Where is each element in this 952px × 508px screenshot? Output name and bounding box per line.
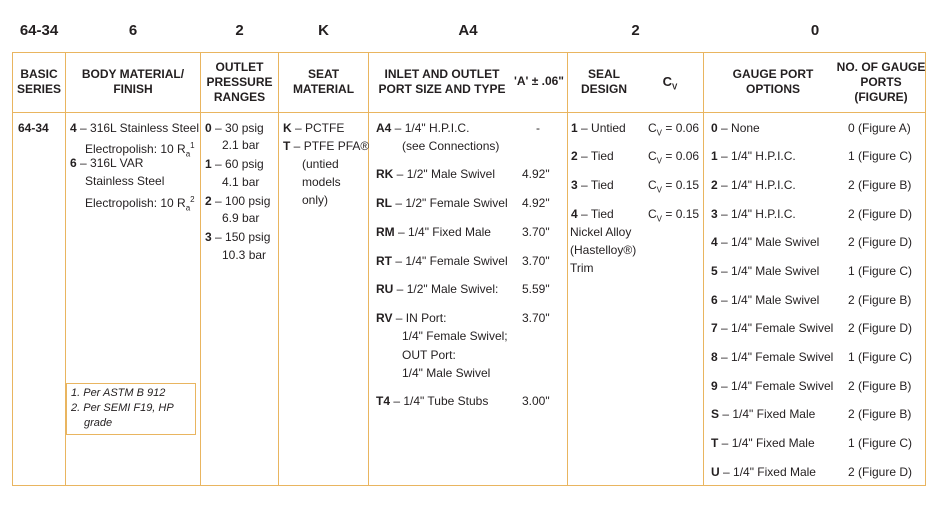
body-material-line: Stainless Steel: [85, 174, 165, 188]
option-code: 0: [205, 121, 212, 135]
pressure-bar: 2.1 bar: [222, 138, 260, 152]
header-inlet-outlet: [372, 67, 512, 97]
option-code: 2: [205, 194, 212, 208]
option-code: 1: [711, 149, 718, 163]
pressure-option: 0 – 30 psig: [205, 121, 264, 135]
option-code: 6: [70, 156, 77, 170]
gauge-figure: 1 (Figure C): [848, 149, 913, 163]
pressure-option: 1 – 60 psig: [205, 157, 264, 171]
option-code: 3: [571, 178, 578, 192]
option-code: 7: [711, 321, 718, 335]
option-code: RM: [376, 225, 395, 239]
cv-value: = 0.06: [665, 149, 700, 163]
cv-value: = 0.06: [665, 121, 700, 135]
seal-cv: [648, 121, 699, 140]
footnote-1: 1. Per ASTM B 912: [71, 387, 166, 399]
option-label: IN Port:: [405, 311, 447, 325]
option-label: 1/4" Tube Stubs: [403, 394, 489, 408]
gauge-figure: 2 (Figure B): [848, 379, 912, 393]
option-code: 1: [571, 121, 578, 135]
header-line: RANGES: [213, 90, 266, 104]
finish-text: Electropolish: 10 R: [85, 142, 186, 156]
code-seat-material: K: [318, 22, 329, 39]
col-divider: [368, 52, 369, 486]
port-option: RT – 1/4" Female Swivel: [376, 254, 508, 268]
header-line: NO. OF GAUGE: [836, 60, 926, 74]
gauge-option: 3 – 1/4" H.P.I.C.: [711, 207, 796, 221]
seat-note: (untied: [302, 157, 339, 171]
code-outlet-pressure: 2: [235, 22, 244, 39]
cv-value: = 0.15: [665, 207, 700, 221]
code-seal-design: 2: [631, 22, 640, 39]
cv-sub: V: [656, 128, 663, 138]
header-cv-sub: V: [672, 82, 678, 92]
pressure-option: 2 – 100 psig: [205, 194, 271, 208]
header-a-dimension: 'A' ± .06": [514, 74, 564, 88]
gauge-figure: 2 (Figure B): [848, 407, 912, 421]
option-code: T: [283, 139, 291, 153]
option-label: PTFE PFA®: [303, 139, 370, 153]
option-code: 3: [711, 207, 718, 221]
body-material-option: 6 – 316L VAR: [70, 156, 144, 170]
port-extra: OUT Port:: [402, 348, 456, 362]
gauge-figure: 2 (Figure D): [848, 321, 913, 335]
option-label: 1/2" Female Swivel: [405, 196, 508, 210]
psig: 60 psig: [225, 157, 264, 171]
option-label: 1/4" H.P.I.C.: [731, 149, 796, 163]
option-code: RV: [376, 311, 393, 325]
port-a-value: 3.70": [522, 254, 550, 268]
header-num-gauge-ports: [836, 60, 926, 105]
option-label: 1/4" Fixed Male: [408, 225, 491, 239]
option-code: 3: [205, 230, 212, 244]
seal-extra: Nickel Alloy: [570, 225, 632, 239]
option-label: 1/4" H.P.I.C.: [731, 207, 796, 221]
option-code: 9: [711, 379, 718, 393]
gauge-figure: 2 (Figure D): [848, 465, 913, 479]
header-line: INLET AND OUTLET: [384, 67, 500, 81]
option-code: U: [711, 465, 720, 479]
port-extra: (see Connections): [402, 139, 500, 153]
body-material-option: 4 – 316L Stainless Steel: [70, 121, 199, 135]
footnote-2-cont: grade: [84, 417, 113, 429]
port-a-value: -: [536, 121, 540, 135]
seat-option: T – PTFE PFA®: [283, 139, 370, 153]
option-code: RU: [376, 282, 394, 296]
option-code: 4: [70, 121, 77, 135]
gauge-figure: 1 (Figure C): [848, 264, 913, 278]
seat-option: K – PCTFE: [283, 121, 345, 135]
option-label: Tied: [590, 178, 614, 192]
option-code: 2: [711, 178, 718, 192]
gauge-option: 2 – 1/4" H.P.I.C.: [711, 178, 796, 192]
header-line: PORT SIZE AND TYPE: [378, 82, 506, 96]
gauge-option: T – 1/4" Fixed Male: [711, 436, 815, 450]
option-code: RL: [376, 196, 392, 210]
cv-sub: V: [656, 185, 663, 195]
option-code: T4: [376, 394, 391, 408]
gauge-option: 9 – 1/4" Female Swivel: [711, 379, 834, 393]
port-option: A4 – 1/4" H.P.I.C.: [376, 121, 470, 135]
option-label: Tied: [590, 207, 614, 221]
option-label: PCTFE: [305, 121, 345, 135]
option-code: S: [711, 407, 720, 421]
option-label: 1/4" Fixed Male: [732, 407, 816, 421]
seal-option: 3 – Tied: [571, 178, 614, 192]
port-option: RM – 1/4" Fixed Male: [376, 225, 491, 239]
header-line: SEAL: [587, 67, 620, 81]
gauge-option: 1 – 1/4" H.P.I.C.: [711, 149, 796, 163]
option-label: 1/4" Male Swivel: [731, 264, 820, 278]
option-label: 1/4" Female Swivel: [731, 321, 834, 335]
option-label: 1/4" Male Swivel: [731, 235, 820, 249]
port-extra: 1/4" Male Swivel: [402, 366, 491, 380]
gauge-option: 5 – 1/4" Male Swivel: [711, 264, 820, 278]
header-line: FINISH: [113, 82, 153, 96]
col-divider: [200, 52, 201, 486]
seal-cv: [648, 207, 699, 226]
gauge-figure: 2 (Figure D): [848, 207, 913, 221]
port-a-value: 5.59": [522, 282, 550, 296]
option-label: 1/4" Fixed Male: [733, 465, 816, 479]
cv-sub: V: [656, 156, 663, 166]
header-line: PORTS: [860, 75, 902, 89]
cv-letter: C: [648, 178, 657, 192]
header-line: BODY MATERIAL/: [81, 67, 185, 81]
footnote-ref: 2: [190, 195, 195, 204]
option-label: Untied: [591, 121, 626, 135]
header-line: SEAT: [307, 67, 340, 81]
option-label: 1/2" Male Swivel: [406, 167, 495, 181]
gauge-option: 4 – 1/4" Male Swivel: [711, 235, 820, 249]
gauge-option: 6 – 1/4" Male Swivel: [711, 293, 820, 307]
option-label: 1/4" Fixed Male: [731, 436, 815, 450]
option-label: 1/4" H.P.I.C.: [731, 178, 796, 192]
port-a-value: 3.70": [522, 311, 550, 325]
header-seal-design: [570, 67, 638, 97]
header-basic-series: [14, 67, 64, 97]
port-option: T4 – 1/4" Tube Stubs: [376, 394, 489, 408]
header-seat-material: [279, 67, 368, 97]
psig: 30 psig: [225, 121, 264, 135]
seat-note: models: [302, 175, 341, 189]
header-gauge-port: [708, 67, 838, 97]
col-divider: [703, 52, 704, 486]
option-label: 1/4" Female Swivel: [731, 379, 834, 393]
port-option: RK – 1/2" Male Swivel: [376, 167, 495, 181]
code-gauge-port: 0: [810, 22, 820, 39]
option-label: 1/2" Male Swivel:: [406, 282, 499, 296]
option-code: 6: [711, 293, 718, 307]
option-code: 5: [711, 264, 718, 278]
seal-option: 4 – Tied: [571, 207, 614, 221]
finish-sub: a: [185, 203, 191, 213]
header-body-material: [66, 67, 200, 97]
gauge-option: S – 1/4" Fixed Male: [711, 407, 816, 421]
gauge-figure: 2 (Figure B): [848, 178, 912, 192]
gauge-option: 0 – None: [711, 121, 760, 135]
header-line: (FIGURE): [854, 90, 908, 104]
cv-letter: C: [648, 149, 657, 163]
cv-sub: V: [656, 214, 663, 224]
option-code: T: [711, 436, 719, 450]
port-option: RL – 1/2" Female Swivel: [376, 196, 508, 210]
option-label: 316L VAR: [90, 156, 144, 170]
port-a-value: 3.70": [522, 225, 550, 239]
code-body-material: 6: [128, 22, 138, 39]
header-line: OPTIONS: [745, 82, 800, 96]
seal-cv: [648, 149, 699, 168]
gauge-figure: 0 (Figure A): [848, 121, 911, 135]
header-line: GAUGE PORT: [732, 67, 814, 81]
header-divider: [12, 112, 926, 113]
port-a-value: 4.92": [522, 167, 550, 181]
body-material-finish: [85, 192, 195, 215]
option-code: A4: [376, 121, 392, 135]
option-code: 0: [711, 121, 718, 135]
port-extra: 1/4" Female Swivel;: [402, 329, 508, 343]
option-code: K: [283, 121, 292, 135]
header-cv-letter: C: [662, 74, 673, 89]
footnote-ref: 1: [190, 141, 195, 150]
option-code: 4: [711, 235, 718, 249]
finish-text: Electropolish: 10 R: [85, 196, 186, 210]
cv-letter: C: [648, 207, 657, 221]
option-label: 1/4" Male Swivel: [731, 293, 820, 307]
port-option: RU – 1/2" Male Swivel:: [376, 282, 499, 296]
pressure-bar: 6.9 bar: [222, 211, 260, 225]
header-line: SERIES: [16, 82, 61, 96]
option-code: 8: [711, 350, 718, 364]
seal-cv: [648, 178, 699, 197]
option-label: 1/4" H.P.I.C.: [404, 121, 470, 135]
gauge-option: 7 – 1/4" Female Swivel: [711, 321, 834, 335]
seat-note: only): [302, 193, 329, 207]
seal-extra: (Hastelloy®): [570, 243, 637, 257]
psig: 100 psig: [225, 194, 271, 208]
psig: 150 psig: [225, 230, 271, 244]
header-line: MATERIAL: [292, 82, 355, 96]
port-option: RV – IN Port:: [376, 311, 447, 325]
cv-value: = 0.15: [665, 178, 700, 192]
pressure-bar: 10.3 bar: [222, 248, 267, 262]
option-code: RT: [376, 254, 392, 268]
finish-sub: a: [185, 149, 191, 159]
port-a-value: 4.92": [522, 196, 550, 210]
option-code: 4: [571, 207, 578, 221]
code-port-size: A4: [458, 22, 478, 39]
option-label: 1/4" Female Swivel: [731, 350, 834, 364]
option-label: 316L Stainless Steel: [90, 121, 199, 135]
port-a-value: 3.00": [522, 394, 550, 408]
seal-option: 2 – Tied: [571, 149, 614, 163]
cv-letter: C: [648, 121, 657, 135]
footnote-2: 2. Per SEMI F19, HP: [71, 402, 174, 414]
pressure-option: 3 – 150 psig: [205, 230, 271, 244]
col-divider: [567, 52, 568, 486]
option-label: Tied: [590, 149, 614, 163]
gauge-option: 8 – 1/4" Female Swivel: [711, 350, 834, 364]
header-line: DESIGN: [580, 82, 627, 96]
option-code: RK: [376, 167, 394, 181]
seal-option: 1 – Untied: [571, 121, 626, 135]
option-label: 1/4" Female Swivel: [405, 254, 508, 268]
header-line: BASIC: [20, 67, 58, 81]
col-divider: [278, 52, 279, 486]
code-basic-series: 64-34: [19, 22, 59, 39]
gauge-figure: 1 (Figure C): [848, 436, 913, 450]
option-code: 1: [205, 157, 212, 171]
header-line: OUTLET: [215, 60, 264, 74]
header-line: PRESSURE: [206, 75, 273, 89]
gauge-figure: 2 (Figure D): [848, 235, 913, 249]
gauge-option: U – 1/4" Fixed Male: [711, 465, 816, 479]
pressure-bar: 4.1 bar: [222, 175, 260, 189]
option-code: 2: [571, 149, 578, 163]
header-outlet-pressure: [201, 60, 278, 105]
seal-extra: Trim: [570, 261, 594, 275]
option-label: None: [731, 121, 760, 135]
basic-series-value: 64-34: [18, 121, 49, 135]
header-cv: [655, 74, 685, 95]
gauge-figure: 2 (Figure B): [848, 293, 912, 307]
gauge-figure: 1 (Figure C): [848, 350, 913, 364]
